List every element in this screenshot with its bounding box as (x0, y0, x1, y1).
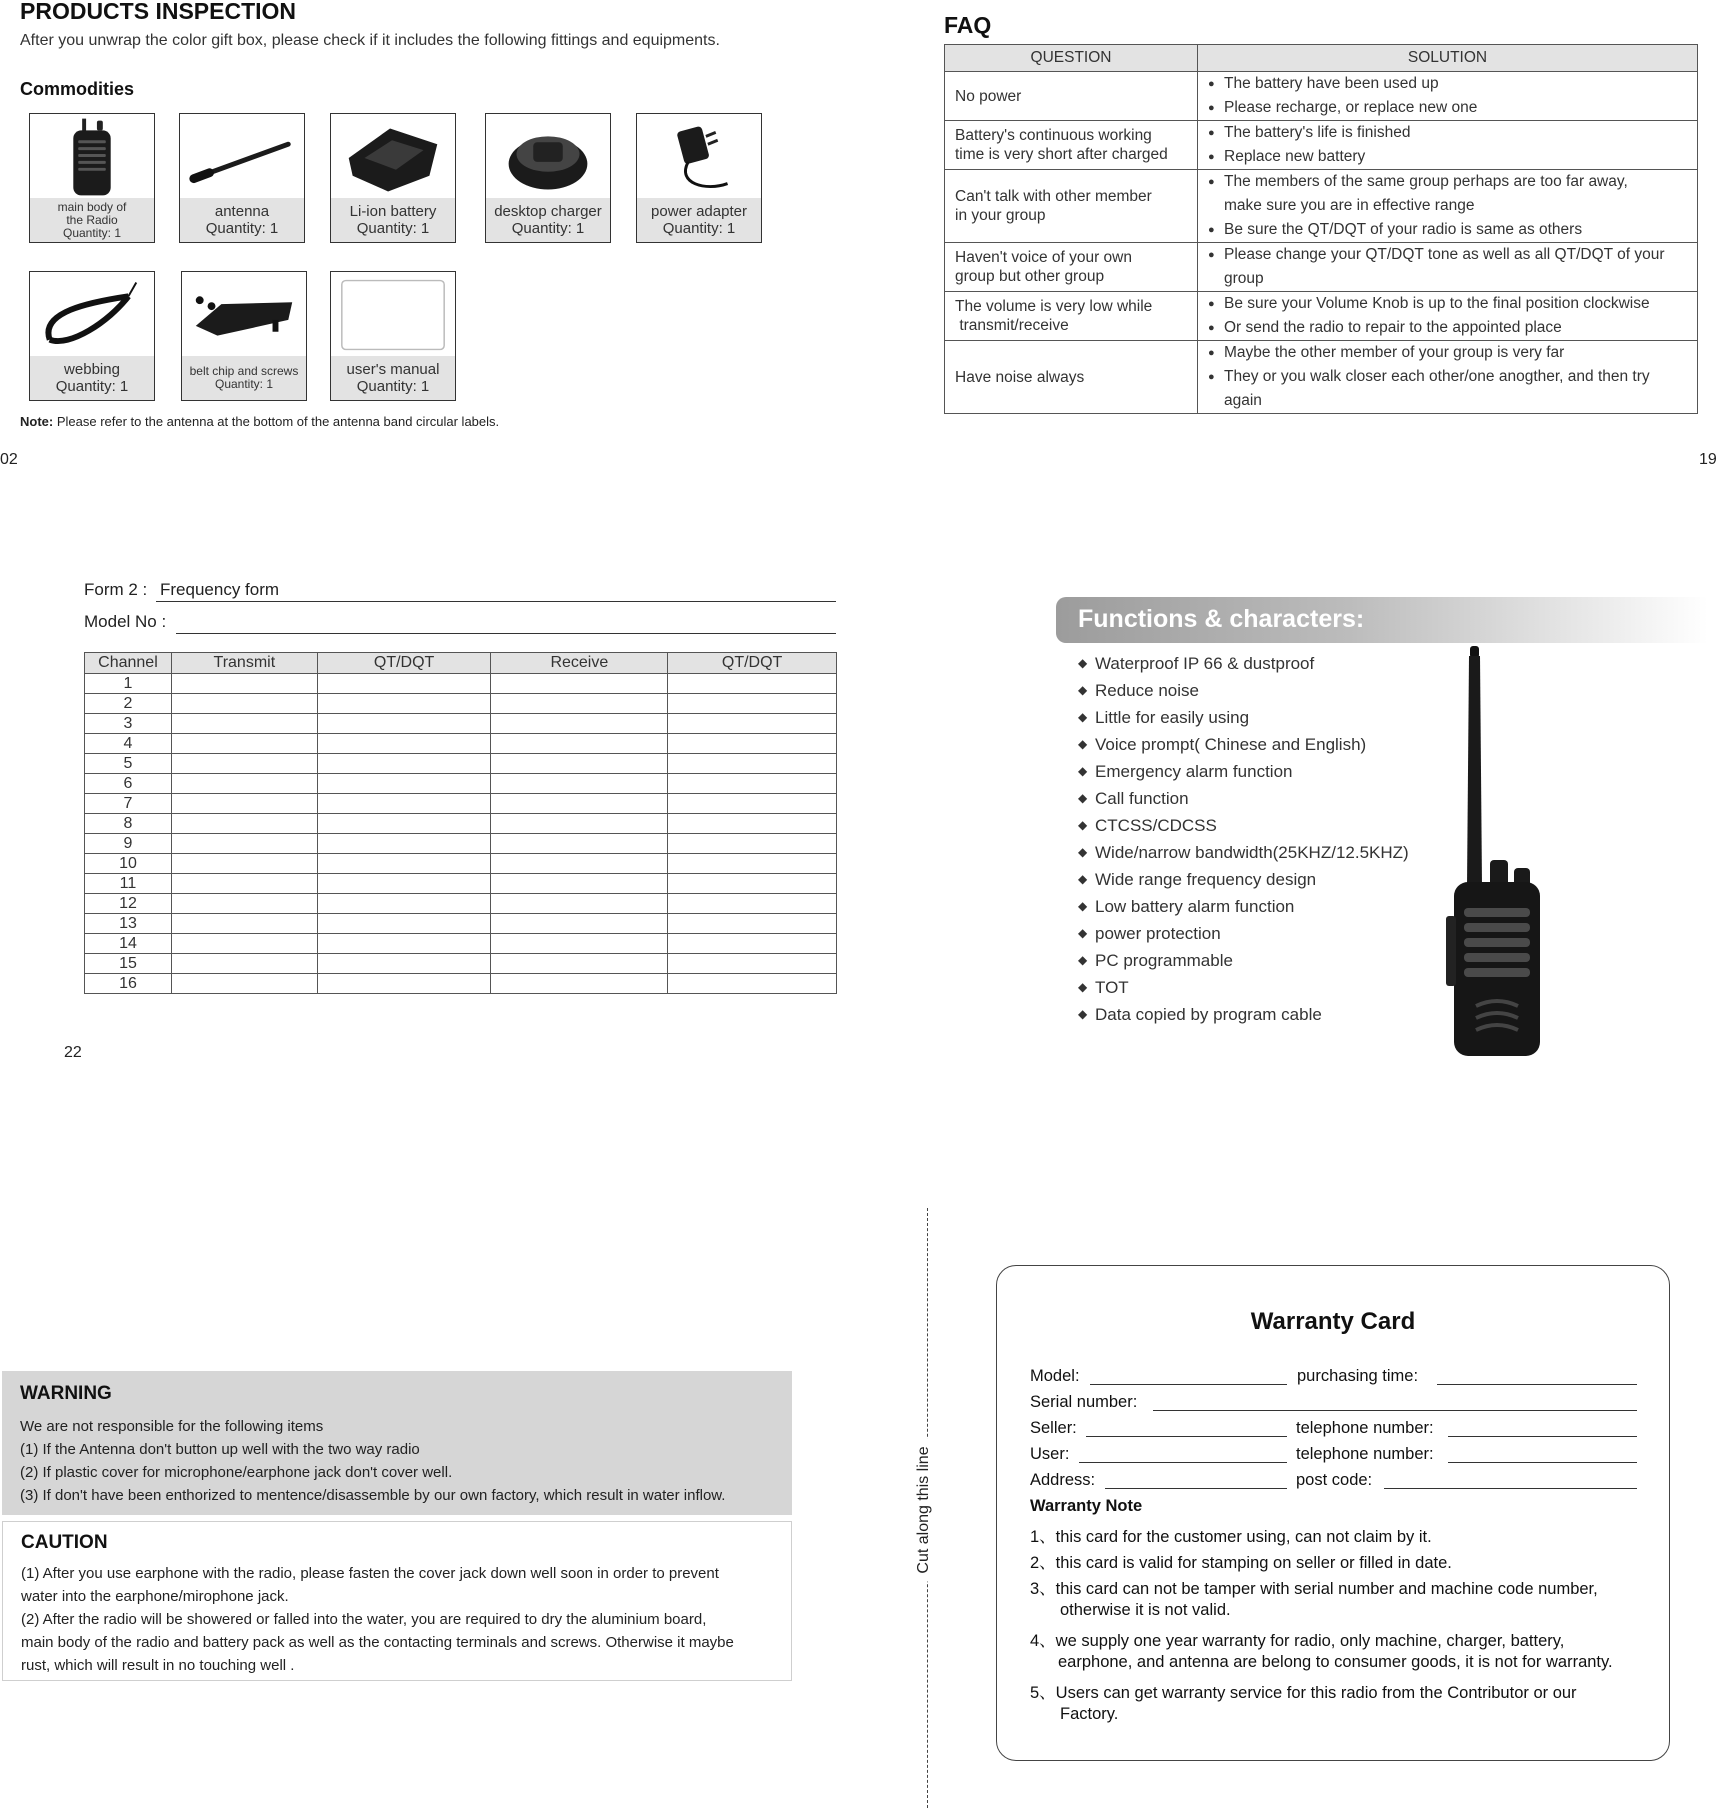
commodity-charger (485, 113, 611, 243)
belt-clip-icon (182, 272, 306, 358)
qt-dqt-rx-cell[interactable] (668, 714, 837, 734)
receive-cell[interactable] (491, 794, 668, 814)
commodity-charger-name: desktop charger (494, 203, 602, 220)
receive-cell[interactable] (491, 854, 668, 874)
commodity-antenna-qty: Quantity: 1 (205, 220, 279, 237)
qt-dqt-tx-cell[interactable] (317, 734, 491, 754)
channel-number: 3 (85, 714, 172, 734)
channel-number: 7 (85, 794, 172, 814)
qt-dqt-tx-cell[interactable] (317, 774, 491, 794)
page-number-22: 22 (64, 1044, 82, 1061)
cut-line-label: Cut along this line (915, 1438, 933, 1581)
receive-cell[interactable] (491, 814, 668, 834)
faq-solution-continuation: again (1224, 392, 1262, 409)
faq-solution (1198, 72, 1698, 121)
warranty-note: Factory. (1060, 1705, 1119, 1723)
warranty-model-label: Model: (1030, 1367, 1080, 1385)
transmit-cell[interactable] (171, 674, 317, 694)
list-item: ◆ Voice prompt( Chinese and English) (1078, 734, 1409, 761)
receive-cell[interactable] (491, 914, 668, 934)
channel-number: 11 (85, 874, 172, 894)
transmit-cell[interactable] (171, 974, 317, 994)
commodity-battery-name: Li-ion battery (349, 203, 437, 220)
list-item: ◆ Waterproof IP 66 & dustproof (1078, 653, 1409, 680)
caution-line: water into the earphone/mirophone jack. (21, 1588, 289, 1605)
radio-icon (30, 114, 154, 200)
faq-question: Haven't voice of your own group but other group (945, 243, 1198, 292)
transmit-cell[interactable] (171, 834, 317, 854)
qt-dqt-tx-cell[interactable] (317, 894, 491, 914)
commodity-manual-qty: Quantity: 1 (356, 378, 430, 395)
table-row (85, 854, 837, 874)
faq-title: FAQ (944, 12, 992, 38)
qt-dqt-rx-cell[interactable] (668, 894, 837, 914)
warranty-purchasing-time-field[interactable] (1437, 1384, 1637, 1385)
products-intro: After you unwrap the color gift box, please check if it includes the following fittings and equipments. (20, 32, 720, 49)
warranty-telephone-label-2: telephone number: (1296, 1445, 1434, 1463)
commodity-webbing-qty: Quantity: 1 (55, 378, 129, 395)
channel-number: 14 (85, 934, 172, 954)
commodity-webbing (29, 271, 155, 401)
warning-line: (3) If don't have been enthorized to mentence/disassemble by our own factory, which result in water inflow. (20, 1487, 726, 1504)
list-item: ◆ Data copied by program cable (1078, 1004, 1409, 1031)
qt-dqt-rx-cell[interactable] (668, 854, 837, 874)
faq-solution (1198, 243, 1698, 292)
model-no-field[interactable] (176, 633, 836, 634)
freq-col-qt-dqt-rx: QT/DQT (668, 653, 837, 674)
commodity-antenna-name: antenna (214, 203, 270, 220)
commodity-webbing-label (30, 356, 154, 400)
commodity-adapter-label (637, 198, 761, 242)
form-underline (156, 601, 836, 602)
list-item: ◆ Call function (1078, 788, 1409, 815)
caution-line: (1) After you use earphone with the radio, please fasten the cover jack down well soon in order to prevent (21, 1565, 719, 1582)
antenna-icon (180, 114, 304, 200)
warranty-serial-label: Serial number: (1030, 1393, 1138, 1411)
channel-number: 6 (85, 774, 172, 794)
transmit-cell[interactable] (171, 874, 317, 894)
warranty-address-label: Address: (1030, 1471, 1096, 1489)
warranty-note: otherwise it is not valid. (1060, 1601, 1231, 1619)
warranty-telephone-label-1: telephone number: (1296, 1419, 1434, 1437)
qt-dqt-rx-cell[interactable] (668, 794, 837, 814)
table-row (945, 292, 1698, 341)
warranty-note-title: Warranty Note (1030, 1497, 1143, 1515)
note-label: Note: (20, 414, 54, 429)
page-number-02: 02 (0, 451, 18, 468)
faq-solution-item: ● The battery's life is finished (1208, 121, 1687, 145)
commodity-antenna (179, 113, 305, 243)
faq-solution-item: ● Or send the radio to repair to the appointed place (1208, 316, 1687, 340)
faq-solution-item: ● The battery have been used up (1208, 72, 1687, 96)
list-item: ◆ Little for easily using (1078, 707, 1409, 734)
faq-solution (1198, 170, 1698, 243)
channel-number: 13 (85, 914, 172, 934)
table-row (85, 974, 837, 994)
transmit-cell[interactable] (171, 934, 317, 954)
commodity-webbing-name: webbing (64, 361, 120, 378)
receive-cell[interactable] (491, 774, 668, 794)
webbing-icon (30, 272, 154, 358)
list-item: ◆ Emergency alarm function (1078, 761, 1409, 788)
warranty-note: 3、this card can not be tamper with serial number and machine code number, (1030, 1580, 1598, 1598)
transmit-cell[interactable] (171, 794, 317, 814)
table-row (945, 243, 1698, 292)
battery-icon (331, 114, 455, 200)
qt-dqt-rx-cell[interactable] (668, 934, 837, 954)
table-row (85, 894, 837, 914)
qt-dqt-rx-cell[interactable] (668, 874, 837, 894)
faq-question: Can't talk with other member in your group (945, 170, 1198, 243)
qt-dqt-rx-cell[interactable] (668, 674, 837, 694)
channel-number: 10 (85, 854, 172, 874)
commodity-battery (330, 113, 456, 243)
table-row (85, 954, 837, 974)
channel-number: 9 (85, 834, 172, 854)
receive-cell[interactable] (491, 734, 668, 754)
caution-line: main body of the radio and battery pack as well as the contacting terminals and screws. Otherwise it maybe (21, 1634, 734, 1651)
qt-dqt-tx-cell[interactable] (317, 914, 491, 934)
receive-cell[interactable] (491, 894, 668, 914)
qt-dqt-tx-cell[interactable] (317, 794, 491, 814)
faq-question: No power (945, 72, 1198, 121)
faq-solution-continuation: make sure you are in effective range (1224, 197, 1475, 214)
warranty-note: 5、Users can get warranty service for this radio from the Contributor or our (1030, 1684, 1577, 1702)
commodities-title: Commodities (20, 79, 135, 99)
commodity-adapter (636, 113, 762, 243)
warranty-model-field[interactable] (1090, 1384, 1287, 1385)
faq-solution-item: ● Replace new battery (1208, 145, 1687, 169)
warranty-purchasing-time-label: purchasing time: (1297, 1367, 1419, 1385)
commodity-adapter-qty: Quantity: 1 (662, 220, 736, 237)
table-row (85, 754, 837, 774)
caution-line: rust, which will result in no touching well . (21, 1657, 295, 1674)
list-item: ◆ CTCSS/CDCSS (1078, 815, 1409, 842)
list-item: ◆ power protection (1078, 923, 1409, 950)
list-item: ◆ Wide range frequency design (1078, 869, 1409, 896)
qt-dqt-rx-cell[interactable] (668, 694, 837, 714)
products-title: PRODUCTS INSPECTION (20, 0, 297, 24)
warranty-card (996, 1265, 1670, 1761)
warranty-seller-label: Seller: (1030, 1419, 1077, 1437)
warning-line: We are not responsible for the following items (20, 1418, 324, 1435)
faq-solution-item: ● Please change your QT/DQT tone as well as all QT/DQT of your (1208, 243, 1687, 267)
functions-banner (1056, 597, 1708, 643)
warranty-note: earphone, and antenna are belong to consumer goods, it is not for warranty. (1058, 1653, 1613, 1671)
qt-dqt-rx-cell[interactable] (668, 734, 837, 754)
receive-cell[interactable] (491, 974, 668, 994)
transmit-cell[interactable] (171, 914, 317, 934)
list-item: ◆ Low battery alarm function (1078, 896, 1409, 923)
faq-solution-continuation: group (1224, 270, 1264, 287)
receive-cell[interactable] (491, 834, 668, 854)
warranty-telephone-field-1[interactable] (1448, 1436, 1637, 1437)
commodity-manual-name: user's manual (346, 361, 440, 378)
list-item: ◆ PC programmable (1078, 950, 1409, 977)
functions-list (1078, 653, 1409, 1031)
commodity-battery-qty: Quantity: 1 (356, 220, 430, 237)
commodity-belt-clip (181, 271, 307, 401)
table-row (85, 934, 837, 954)
freq-col-channel: Channel (85, 653, 172, 674)
commodity-battery-label (331, 198, 455, 242)
qt-dqt-tx-cell[interactable] (317, 934, 491, 954)
qt-dqt-tx-cell[interactable] (317, 974, 491, 994)
receive-cell[interactable] (491, 714, 668, 734)
faq-solution-item: ● The members of the same group perhaps are too far away, (1208, 170, 1687, 194)
channel-number: 15 (85, 954, 172, 974)
transmit-cell[interactable] (171, 754, 317, 774)
warranty-note: 4、we supply one year warranty for radio, only machine, charger, battery, (1030, 1632, 1565, 1650)
qt-dqt-tx-cell[interactable] (317, 954, 491, 974)
freq-col-qt-dqt-tx: QT/DQT (317, 653, 491, 674)
list-item: ◆ Wide/narrow bandwidth(25KHZ/12.5KHZ) (1078, 842, 1409, 869)
table-row (945, 72, 1698, 121)
commodity-charger-qty: Quantity: 1 (511, 220, 585, 237)
table-row (945, 170, 1698, 243)
warranty-post-code-field[interactable] (1384, 1488, 1637, 1489)
receive-cell[interactable] (491, 754, 668, 774)
faq-col-solution: SOLUTION (1198, 45, 1698, 72)
transmit-cell[interactable] (171, 954, 317, 974)
table-row (85, 834, 837, 854)
caution-box (2, 1521, 792, 1681)
faq-solution-item: ● Maybe the other member of your group is very far (1208, 341, 1687, 365)
warning-box (2, 1371, 792, 1515)
qt-dqt-tx-cell[interactable] (317, 694, 491, 714)
warranty-serial-field[interactable] (1153, 1410, 1637, 1411)
receive-cell[interactable] (491, 694, 668, 714)
faq-col-question: QUESTION (945, 45, 1198, 72)
qt-dqt-tx-cell[interactable] (317, 754, 491, 774)
form-label: Form 2 : (84, 580, 148, 599)
qt-dqt-tx-cell[interactable] (317, 874, 491, 894)
faq-solution-item: ● They or you walk closer each other/one anogther, and then try (1208, 365, 1687, 389)
faq-question: The volume is very low while transmit/receive (945, 292, 1198, 341)
table-row (85, 874, 837, 894)
commodity-belt-clip-name: belt chip and screws (189, 364, 299, 378)
manual-icon (331, 272, 455, 358)
receive-cell[interactable] (491, 874, 668, 894)
warning-line: (2) If plastic cover for microphone/earphone jack don't cover well. (20, 1464, 453, 1481)
qt-dqt-rx-cell[interactable] (668, 834, 837, 854)
caution-title: CAUTION (21, 1532, 108, 1553)
receive-cell[interactable] (491, 954, 668, 974)
warning-title: WARNING (20, 1383, 112, 1404)
commodity-belt-clip-qty: Quantity: 1 (214, 377, 274, 391)
channel-number: 2 (85, 694, 172, 714)
products-note (20, 414, 499, 429)
transmit-cell[interactable] (171, 814, 317, 834)
warranty-title: Warranty Card (1250, 1308, 1416, 1335)
form-value: Frequency form (160, 580, 280, 599)
receive-cell[interactable] (491, 934, 668, 954)
caution-line: (2) After the radio will be showered or falled into the water, you are required to dry the aluminium board, (21, 1611, 707, 1628)
qt-dqt-rx-cell[interactable] (668, 754, 837, 774)
faq-solution (1198, 292, 1698, 341)
commodity-manual (330, 271, 456, 401)
commodity-manual-label (331, 356, 455, 400)
table-row (945, 341, 1698, 414)
warranty-post-code-label: post code: (1296, 1471, 1373, 1489)
qt-dqt-rx-cell[interactable] (668, 774, 837, 794)
qt-dqt-tx-cell[interactable] (317, 854, 491, 874)
page-number-19: 19 (1699, 451, 1717, 468)
table-row (85, 714, 837, 734)
transmit-cell[interactable] (171, 694, 317, 714)
warning-line: (1) If the Antenna don't button up well with the two way radio (20, 1441, 420, 1458)
commodity-charger-label (486, 198, 610, 242)
table-row (85, 734, 837, 754)
qt-dqt-tx-cell[interactable] (317, 674, 491, 694)
faq-solution-item: ● Be sure the QT/DQT of your radio is same as others (1208, 218, 1687, 242)
table-row (85, 914, 837, 934)
commodity-antenna-label (180, 198, 304, 242)
qt-dqt-tx-cell[interactable] (317, 834, 491, 854)
qt-dqt-rx-cell[interactable] (668, 954, 837, 974)
faq-solution-item: ● Please recharge, or replace new one (1208, 96, 1687, 120)
commodity-radio (29, 113, 155, 243)
faq-solution (1198, 341, 1698, 414)
table-row (85, 814, 837, 834)
table-row (85, 694, 837, 714)
transmit-cell[interactable] (171, 714, 317, 734)
table-row (85, 674, 837, 694)
commodity-adapter-name: power adapter (651, 203, 747, 220)
functions-title: Functions & characters: (1078, 605, 1365, 633)
faq-solution-item: ● Be sure your Volume Knob is up to the final position clockwise (1208, 292, 1687, 316)
faq-table (944, 44, 1698, 414)
warranty-telephone-field-2[interactable] (1448, 1462, 1637, 1463)
receive-cell[interactable] (491, 674, 668, 694)
channel-number: 1 (85, 674, 172, 694)
warranty-note: 1、this card for the customer using, can not claim by it. (1030, 1528, 1432, 1546)
qt-dqt-rx-cell[interactable] (668, 974, 837, 994)
qt-dqt-tx-cell[interactable] (317, 814, 491, 834)
transmit-cell[interactable] (171, 774, 317, 794)
power-adapter-icon (637, 114, 761, 200)
warranty-address-field[interactable] (1105, 1488, 1287, 1489)
freq-col-transmit: Transmit (171, 653, 317, 674)
qt-dqt-rx-cell[interactable] (668, 914, 837, 934)
faq-question: Have noise always (945, 341, 1198, 414)
channel-number: 16 (85, 974, 172, 994)
warranty-user-field[interactable] (1079, 1462, 1287, 1463)
channel-number: 12 (85, 894, 172, 914)
frequency-table (84, 652, 837, 994)
transmit-cell[interactable] (171, 734, 317, 754)
channel-number: 8 (85, 814, 172, 834)
model-no-label: Model No : (84, 612, 167, 631)
qt-dqt-tx-cell[interactable] (317, 714, 491, 734)
warranty-user-label: User: (1030, 1445, 1070, 1463)
note-text: Please refer to the antenna at the bottom of the antenna band circular labels. (56, 414, 500, 429)
commodity-radio-qty: Quantity: 1 (62, 225, 122, 240)
commodity-radio-name1: main body of (57, 199, 127, 214)
freq-col-receive: Receive (491, 653, 668, 674)
table-row (945, 121, 1698, 170)
list-item: ◆ TOT (1078, 977, 1409, 1004)
channel-number: 4 (85, 734, 172, 754)
commodity-belt-clip-label (182, 356, 306, 400)
warranty-seller-field[interactable] (1086, 1436, 1287, 1437)
transmit-cell[interactable] (171, 854, 317, 874)
commodity-radio-label (30, 198, 154, 242)
warranty-note: 2、this card is valid for stamping on seller or filled in date. (1030, 1554, 1452, 1572)
channel-number: 5 (85, 754, 172, 774)
charger-icon (486, 114, 610, 200)
qt-dqt-rx-cell[interactable] (668, 814, 837, 834)
list-item: ◆ Reduce noise (1078, 680, 1409, 707)
faq-question: Battery's continuous working time is very short after charged (945, 121, 1198, 170)
table-row (85, 774, 837, 794)
radio-product-icon (1440, 646, 1550, 1066)
commodity-radio-name2: the Radio (66, 212, 118, 227)
table-row (85, 794, 837, 814)
faq-solution (1198, 121, 1698, 170)
transmit-cell[interactable] (171, 894, 317, 914)
